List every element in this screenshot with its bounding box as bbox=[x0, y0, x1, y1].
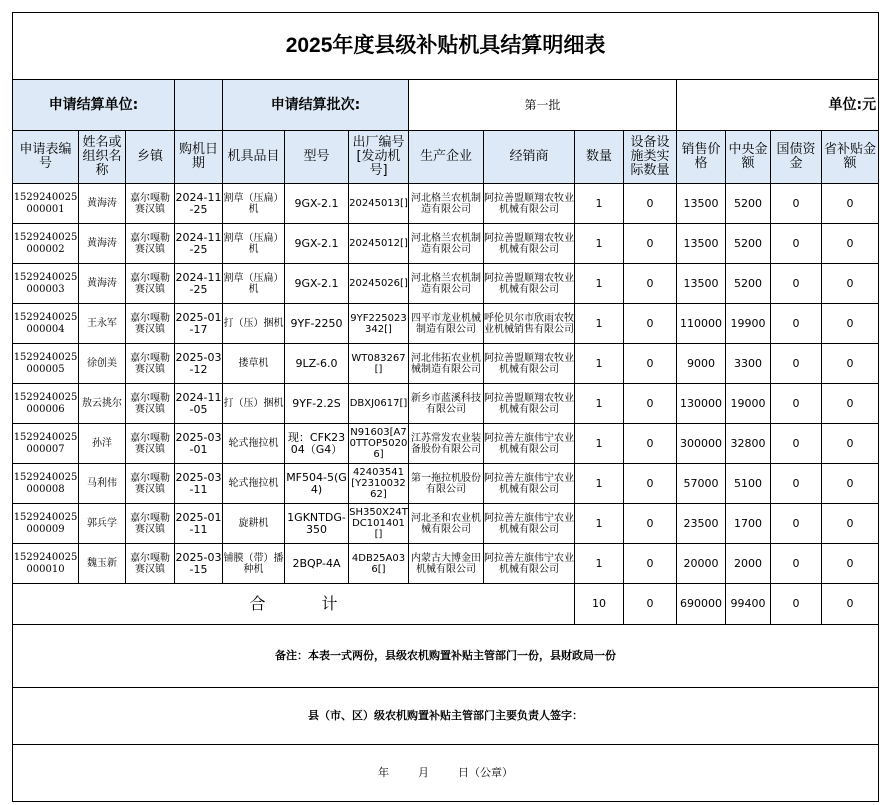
dealer-cell: 阿拉善盟顺翔农牧业机械有限公司 bbox=[484, 224, 575, 264]
quantity-cell: 1 bbox=[575, 304, 624, 344]
col-header: 生产企业 bbox=[409, 131, 484, 184]
title-row bbox=[13, 13, 879, 80]
column-header-row bbox=[13, 131, 879, 184]
actual-quantity-cell: 0 bbox=[624, 464, 677, 504]
township-cell: 嘉尔嘎勒赛汉镇 bbox=[126, 264, 175, 304]
purchase-date-cell: 2025-03-15 bbox=[175, 544, 223, 584]
bond-amount-cell: 0 bbox=[771, 184, 822, 224]
dealer-cell: 阿拉善左旗伟宁农业机械有限公司 bbox=[484, 504, 575, 544]
machine-category-cell: 打（压）捆机 bbox=[223, 304, 285, 344]
applicant-name-cell: 黄海涛 bbox=[79, 184, 126, 224]
table-row bbox=[13, 544, 879, 584]
quantity-cell: 1 bbox=[575, 184, 624, 224]
machine-category-cell: 铺膜（带）播种机 bbox=[223, 544, 285, 584]
model-cell: 2BQP-4A bbox=[285, 544, 349, 584]
applicant-name-cell: 孙洋 bbox=[79, 424, 126, 464]
col-header: 经销商 bbox=[484, 131, 575, 184]
central-amount-cell: 19900 bbox=[726, 304, 771, 344]
info-row bbox=[13, 80, 879, 131]
application-no-cell: 1529240025000006 bbox=[13, 384, 79, 424]
manufacturer-cell: 河北伟拓农业机械制造有限公司 bbox=[409, 344, 484, 384]
col-header: 省补贴金额 bbox=[822, 131, 879, 184]
total-label-1: 合 bbox=[249, 594, 266, 613]
central-amount-cell: 5100 bbox=[726, 464, 771, 504]
dealer-cell: 阿拉善盟顺翔农牧业机械有限公司 bbox=[484, 184, 575, 224]
quantity-cell: 1 bbox=[575, 264, 624, 304]
table-row bbox=[13, 464, 879, 504]
dealer-cell: 呼伦贝尔市欣雨农牧业机械销售有限公司 bbox=[484, 304, 575, 344]
purchase-date-cell: 2025-03-12 bbox=[175, 344, 223, 384]
machine-category-cell: 轮式拖拉机 bbox=[223, 464, 285, 504]
total-label-2: 计 bbox=[321, 594, 338, 613]
applicant-name-cell: 黄海涛 bbox=[79, 224, 126, 264]
manufacturer-cell: 河北格兰农机制造有限公司 bbox=[409, 224, 484, 264]
total-qty: 10 bbox=[575, 584, 624, 625]
manufacturer-cell: 新乡市蓝溪科技有限公司 bbox=[409, 384, 484, 424]
province-amount-cell: 0 bbox=[822, 224, 879, 264]
purchase-date-cell: 2024-11-25 bbox=[175, 224, 223, 264]
manufacturer-cell: 第一拖拉机股份有限公司 bbox=[409, 464, 484, 504]
col-header: 销售价格 bbox=[677, 131, 726, 184]
col-header: 乡镇 bbox=[126, 131, 175, 184]
remark-text: 备注：本表一式两份，县级农机购置补贴主管部门一份，县财政局一份 bbox=[13, 625, 879, 688]
central-amount-cell: 2000 bbox=[726, 544, 771, 584]
remark-row bbox=[13, 625, 879, 688]
bond-amount-cell: 0 bbox=[771, 504, 822, 544]
col-header: 机具品目 bbox=[223, 131, 285, 184]
province-amount-cell: 0 bbox=[822, 184, 879, 224]
signature-text: 县（市、区）级农机购置补贴主管部门主要负责人签字： bbox=[13, 688, 879, 745]
province-amount-cell: 0 bbox=[822, 384, 879, 424]
model-cell: 9GX-2.1 bbox=[285, 264, 349, 304]
col-header: 设备设施类实际数量 bbox=[624, 131, 677, 184]
central-amount-cell: 3300 bbox=[726, 344, 771, 384]
township-cell: 嘉尔嘎勒赛汉镇 bbox=[126, 344, 175, 384]
dealer-cell: 阿拉善盟顺翔农牧业机械有限公司 bbox=[484, 264, 575, 304]
actual-quantity-cell: 0 bbox=[624, 544, 677, 584]
purchase-date-cell: 2024-11-25 bbox=[175, 184, 223, 224]
manufacturer-cell: 四平市龙业机械制造有限公司 bbox=[409, 304, 484, 344]
actual-quantity-cell: 0 bbox=[624, 184, 677, 224]
purchase-date-cell: 2025-03-11 bbox=[175, 464, 223, 504]
province-amount-cell: 0 bbox=[822, 304, 879, 344]
province-amount-cell: 0 bbox=[822, 264, 879, 304]
application-no-cell: 1529240025000004 bbox=[13, 304, 79, 344]
sale-price-cell: 13500 bbox=[677, 264, 726, 304]
machine-category-cell: 打（压）捆机 bbox=[223, 384, 285, 424]
applicant-name-cell: 郭兵学 bbox=[79, 504, 126, 544]
table-row bbox=[13, 184, 879, 224]
quantity-cell: 1 bbox=[575, 424, 624, 464]
central-amount-cell: 19000 bbox=[726, 384, 771, 424]
purchase-date-cell: 2025-01-17 bbox=[175, 304, 223, 344]
model-cell: 9GX-2.1 bbox=[285, 184, 349, 224]
machine-category-cell: 搂草机 bbox=[223, 344, 285, 384]
province-amount-cell: 0 bbox=[822, 424, 879, 464]
township-cell: 嘉尔嘎勒赛汉镇 bbox=[126, 224, 175, 264]
machine-category-cell: 割草（压扁）机 bbox=[223, 264, 285, 304]
purchase-date-cell: 2024-11-05 bbox=[175, 384, 223, 424]
total-province: 0 bbox=[822, 584, 879, 625]
sale-price-cell: 13500 bbox=[677, 184, 726, 224]
dealer-cell: 阿拉善盟顺翔农牧业机械有限公司 bbox=[484, 384, 575, 424]
province-amount-cell: 0 bbox=[822, 344, 879, 384]
application-no-cell: 1529240025000007 bbox=[13, 424, 79, 464]
application-no-cell: 1529240025000008 bbox=[13, 464, 79, 504]
table-row bbox=[13, 304, 879, 344]
bond-amount-cell: 0 bbox=[771, 344, 822, 384]
quantity-cell: 1 bbox=[575, 384, 624, 424]
bond-amount-cell: 0 bbox=[771, 224, 822, 264]
applicant-name-cell: 敖云挑尔 bbox=[79, 384, 126, 424]
serial-no-cell: 9YF225023342[] bbox=[349, 304, 409, 344]
page-title: 2025年度县级补贴机具结算明细表 bbox=[13, 13, 879, 80]
col-header: 数量 bbox=[575, 131, 624, 184]
table-row bbox=[13, 384, 879, 424]
purchase-date-cell: 2025-03-01 bbox=[175, 424, 223, 464]
serial-no-cell: 20245013[] bbox=[349, 184, 409, 224]
bond-amount-cell: 0 bbox=[771, 304, 822, 344]
model-cell: 1GKNTDG-350 bbox=[285, 504, 349, 544]
sale-price-cell: 300000 bbox=[677, 424, 726, 464]
model-cell: 9YF-2250 bbox=[285, 304, 349, 344]
serial-no-cell: 42403541[Y231003262] bbox=[349, 464, 409, 504]
table-row bbox=[13, 424, 879, 464]
signature-row bbox=[13, 688, 879, 745]
quantity-cell: 1 bbox=[575, 464, 624, 504]
model-cell: MF504-5(G4) bbox=[285, 464, 349, 504]
bond-amount-cell: 0 bbox=[771, 384, 822, 424]
total-price: 690000 bbox=[677, 584, 726, 625]
applicant-name-cell: 黄海涛 bbox=[79, 264, 126, 304]
table-row bbox=[13, 224, 879, 264]
batch-label: 申请结算批次: bbox=[223, 80, 409, 131]
application-no-cell: 1529240025000001 bbox=[13, 184, 79, 224]
dealer-cell: 阿拉善左旗伟宁农业机械有限公司 bbox=[484, 544, 575, 584]
currency-unit: 单位:元 bbox=[677, 80, 879, 131]
application-no-cell: 1529240025000005 bbox=[13, 344, 79, 384]
machine-category-cell: 割草（压扁）机 bbox=[223, 184, 285, 224]
bond-amount-cell: 0 bbox=[771, 464, 822, 504]
seal-year: 年 bbox=[378, 766, 390, 779]
application-no-cell: 1529240025000009 bbox=[13, 504, 79, 544]
total-central: 99400 bbox=[726, 584, 771, 625]
central-amount-cell: 1700 bbox=[726, 504, 771, 544]
township-cell: 嘉尔嘎勒赛汉镇 bbox=[126, 544, 175, 584]
central-amount-cell: 5200 bbox=[726, 184, 771, 224]
serial-no-cell: 4DB25A036[] bbox=[349, 544, 409, 584]
sale-price-cell: 130000 bbox=[677, 384, 726, 424]
manufacturer-cell: 江苏常发农业装备股份有限公司 bbox=[409, 424, 484, 464]
bond-amount-cell: 0 bbox=[771, 424, 822, 464]
model-cell: 9GX-2.1 bbox=[285, 224, 349, 264]
manufacturer-cell: 河北格兰农机制造有限公司 bbox=[409, 264, 484, 304]
application-no-cell: 1529240025000002 bbox=[13, 224, 79, 264]
batch-value: 第一批 bbox=[409, 80, 677, 131]
township-cell: 嘉尔嘎勒赛汉镇 bbox=[126, 424, 175, 464]
col-header: 型号 bbox=[285, 131, 349, 184]
township-cell: 嘉尔嘎勒赛汉镇 bbox=[126, 384, 175, 424]
applicant-name-cell: 王永军 bbox=[79, 304, 126, 344]
seal-month: 月 bbox=[418, 766, 430, 779]
application-no-cell: 1529240025000010 bbox=[13, 544, 79, 584]
total-label bbox=[13, 584, 575, 625]
machine-category-cell: 轮式拖拉机 bbox=[223, 424, 285, 464]
dealer-cell: 阿拉善左旗伟宁农业机械有限公司 bbox=[484, 424, 575, 464]
sale-price-cell: 110000 bbox=[677, 304, 726, 344]
serial-no-cell: 20245026[] bbox=[349, 264, 409, 304]
township-cell: 嘉尔嘎勒赛汉镇 bbox=[126, 464, 175, 504]
serial-no-cell: WT083267[] bbox=[349, 344, 409, 384]
model-cell: 现：CFK2304（G4） bbox=[285, 424, 349, 464]
seal-date bbox=[13, 745, 879, 802]
sale-price-cell: 9000 bbox=[677, 344, 726, 384]
quantity-cell: 1 bbox=[575, 344, 624, 384]
manufacturer-cell: 河北圣和农业机械有限公司 bbox=[409, 504, 484, 544]
application-no-cell: 1529240025000003 bbox=[13, 264, 79, 304]
applicant-name-cell: 魏玉新 bbox=[79, 544, 126, 584]
applicant-name-cell: 徐创美 bbox=[79, 344, 126, 384]
serial-no-cell: N91603[A70TTOP50206] bbox=[349, 424, 409, 464]
township-cell: 嘉尔嘎勒赛汉镇 bbox=[126, 504, 175, 544]
serial-no-cell: DBXJ0617[] bbox=[349, 384, 409, 424]
actual-quantity-cell: 0 bbox=[624, 264, 677, 304]
actual-quantity-cell: 0 bbox=[624, 344, 677, 384]
col-header: 国债资金 bbox=[771, 131, 822, 184]
settlement-table bbox=[12, 12, 879, 802]
township-cell: 嘉尔嘎勒赛汉镇 bbox=[126, 304, 175, 344]
col-header: 出厂编号[发动机号] bbox=[349, 131, 409, 184]
purchase-date-cell: 2025-01-11 bbox=[175, 504, 223, 544]
col-header: 购机日期 bbox=[175, 131, 223, 184]
sale-price-cell: 57000 bbox=[677, 464, 726, 504]
serial-no-cell: SH350X24TDC101401[] bbox=[349, 504, 409, 544]
bond-amount-cell: 0 bbox=[771, 544, 822, 584]
total-actual-qty: 0 bbox=[624, 584, 677, 625]
dealer-cell: 阿拉善盟顺翔农牧业机械有限公司 bbox=[484, 344, 575, 384]
bond-amount-cell: 0 bbox=[771, 264, 822, 304]
total-bond: 0 bbox=[771, 584, 822, 625]
actual-quantity-cell: 0 bbox=[624, 304, 677, 344]
col-header: 姓名或组织名称 bbox=[79, 131, 126, 184]
actual-quantity-cell: 0 bbox=[624, 384, 677, 424]
manufacturer-cell: 内蒙古大博金田机械有限公司 bbox=[409, 544, 484, 584]
actual-quantity-cell: 0 bbox=[624, 424, 677, 464]
applicant-name-cell: 马利伟 bbox=[79, 464, 126, 504]
model-cell: 9YF-2.2S bbox=[285, 384, 349, 424]
quantity-cell: 1 bbox=[575, 224, 624, 264]
purchase-date-cell: 2024-11-25 bbox=[175, 264, 223, 304]
province-amount-cell: 0 bbox=[822, 464, 879, 504]
central-amount-cell: 5200 bbox=[726, 224, 771, 264]
seal-row bbox=[13, 745, 879, 802]
unit-value bbox=[175, 80, 223, 131]
township-cell: 嘉尔嘎勒赛汉镇 bbox=[126, 184, 175, 224]
data-rows bbox=[13, 184, 879, 584]
total-row bbox=[13, 584, 879, 625]
province-amount-cell: 0 bbox=[822, 544, 879, 584]
col-header: 申请表编号 bbox=[13, 131, 79, 184]
central-amount-cell: 5200 bbox=[726, 264, 771, 304]
table-row bbox=[13, 504, 879, 544]
sale-price-cell: 20000 bbox=[677, 544, 726, 584]
machine-category-cell: 旋耕机 bbox=[223, 504, 285, 544]
actual-quantity-cell: 0 bbox=[624, 504, 677, 544]
dealer-cell: 阿拉善左旗伟宁农业机械有限公司 bbox=[484, 464, 575, 504]
seal-day: 日（公章） bbox=[458, 766, 514, 779]
unit-label: 申请结算单位: bbox=[13, 80, 175, 131]
machine-category-cell: 割草（压扁）机 bbox=[223, 224, 285, 264]
quantity-cell: 1 bbox=[575, 544, 624, 584]
central-amount-cell: 32800 bbox=[726, 424, 771, 464]
model-cell: 9LZ-6.0 bbox=[285, 344, 349, 384]
province-amount-cell: 0 bbox=[822, 504, 879, 544]
actual-quantity-cell: 0 bbox=[624, 224, 677, 264]
serial-no-cell: 20245012[] bbox=[349, 224, 409, 264]
col-header: 中央金额 bbox=[726, 131, 771, 184]
sale-price-cell: 13500 bbox=[677, 224, 726, 264]
sale-price-cell: 23500 bbox=[677, 504, 726, 544]
quantity-cell: 1 bbox=[575, 504, 624, 544]
table-row bbox=[13, 344, 879, 384]
settlement-sheet bbox=[12, 12, 878, 802]
manufacturer-cell: 河北格兰农机制造有限公司 bbox=[409, 184, 484, 224]
table-row bbox=[13, 264, 879, 304]
